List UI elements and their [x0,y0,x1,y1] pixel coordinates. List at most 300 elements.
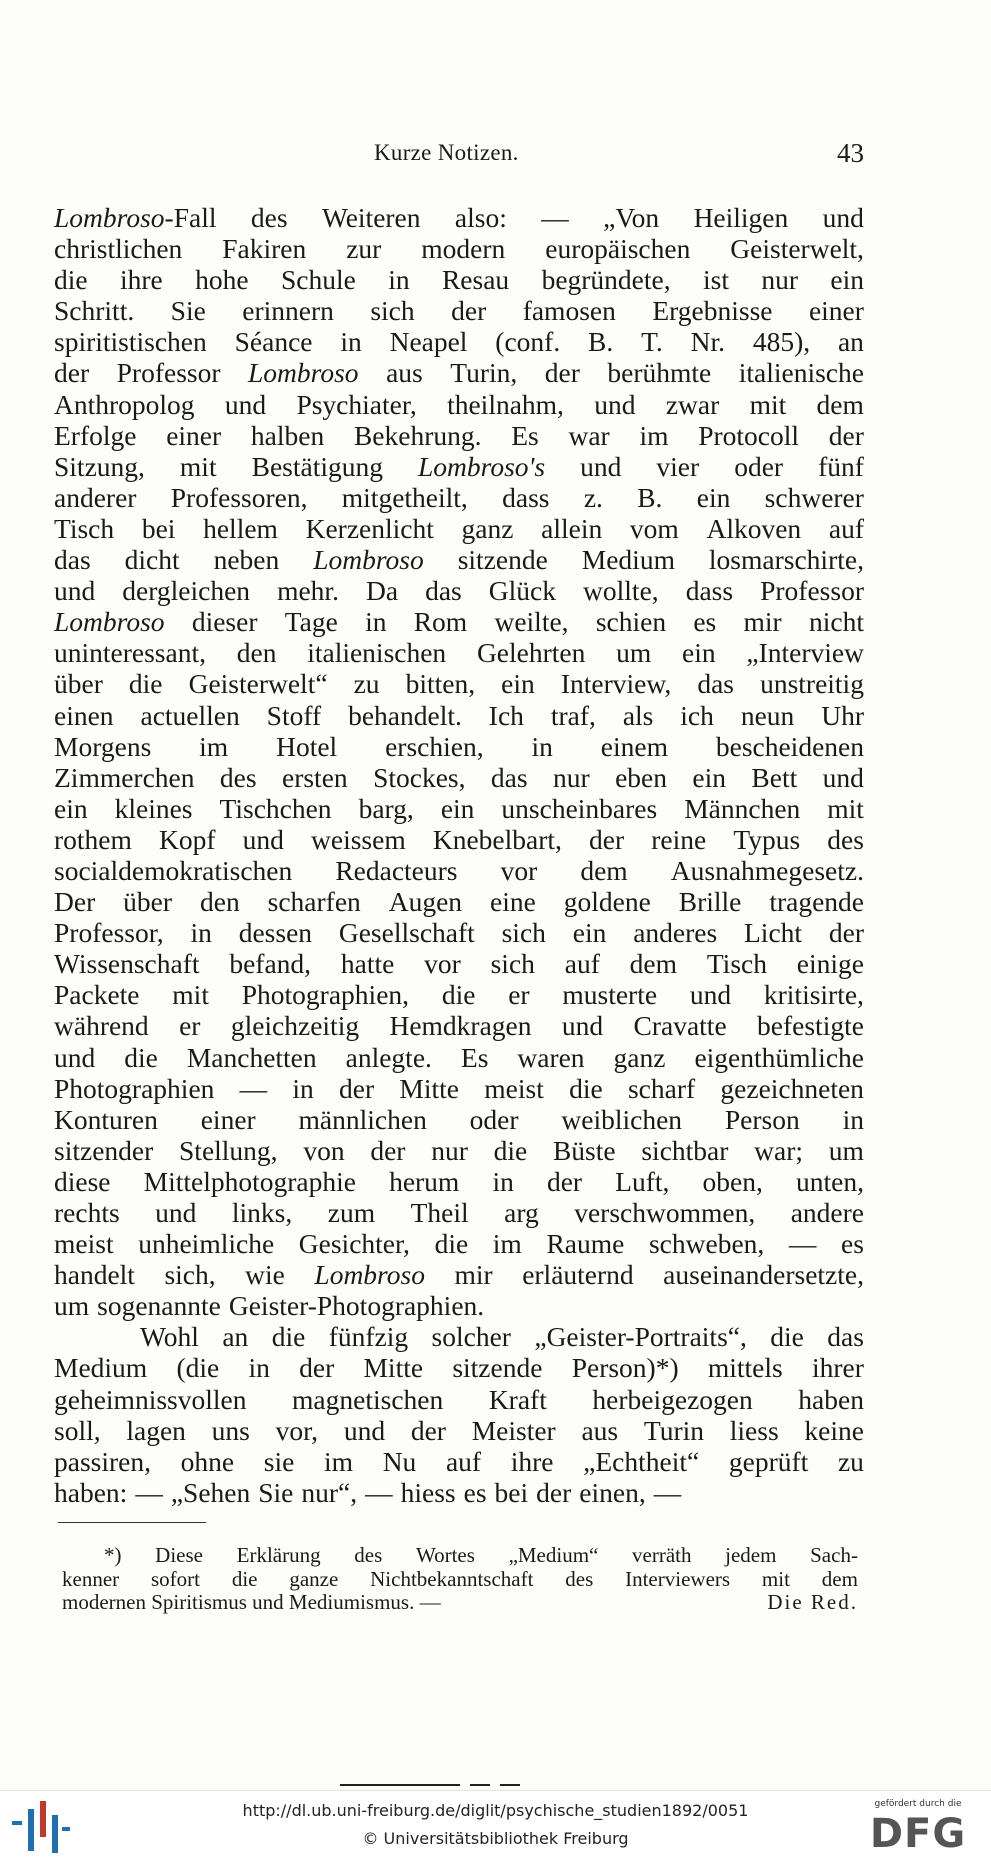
word: Lombroso [314,1259,425,1291]
word: Uhr [821,699,864,731]
word: Typus [733,823,801,855]
word: Kerzenlicht [305,512,434,544]
editor-signature: Die Red. [767,1590,858,1614]
word: Interviewers [625,1566,731,1591]
word: Es [460,1041,489,1073]
word: kenner [62,1566,120,1591]
word: — [239,1072,268,1104]
word: in [842,1103,864,1135]
word: mit [761,1566,790,1591]
word: Brille [678,886,742,918]
word: Sach- [810,1543,858,1567]
word: Tisch [706,948,767,980]
word: scharf [627,1072,696,1104]
word: wollte, [583,575,659,607]
word: Person [724,1103,800,1135]
word: sogenannte [97,1290,221,1322]
word: den [199,886,240,918]
word: oder [469,1103,519,1135]
footer-copyright: © Universitätsbibliothek Freiburg [362,1829,629,1848]
word: und [54,575,96,607]
word: meist [484,1072,544,1104]
text-line [54,1384,864,1415]
word: die [128,668,163,700]
word: Professoren, [170,481,308,513]
word: unstreitig [760,668,864,700]
word: Gesellschaft [338,917,475,949]
word: einige [796,948,864,980]
word: vor [424,948,461,980]
word: Mitte [399,1072,460,1104]
text-line [54,357,864,388]
word: und [242,823,284,855]
word: — [653,1476,682,1508]
word: Sie [258,1476,294,1508]
word: ein [54,792,88,824]
word: des [354,1543,383,1567]
word: Diese [155,1543,203,1567]
word: mittels [707,1352,783,1384]
word: Raume [546,1228,625,1260]
word: Es [511,419,539,451]
text-line [54,1259,864,1290]
text-line [54,513,864,544]
word: ganze [289,1566,339,1591]
word: herum [389,1165,460,1197]
word: des [827,823,864,855]
word: um [616,637,652,669]
word: ihre [510,1445,554,1477]
word: in [292,1072,314,1104]
word: — [365,1476,393,1508]
word: dicht [124,544,180,576]
word: uns [211,1414,250,1446]
word: sie [263,1445,295,1477]
text-line [54,979,864,1010]
word: Anthropolog [54,388,195,420]
word: Hotel [276,730,338,762]
word: und [822,761,864,793]
word: Tischchen [219,792,332,824]
word: Psychiater, [296,388,417,420]
word: links, [231,1197,293,1228]
word: sich, [164,1259,216,1291]
word: allein [541,512,603,544]
word: befestigte [757,1010,864,1042]
body-text [54,202,864,1508]
text-line [54,917,864,948]
word: vor [500,854,538,886]
word: die [493,1134,528,1166]
word: es [463,1476,487,1508]
text-line [54,1010,864,1041]
text-line [54,1415,864,1446]
word: scharfen [267,886,361,918]
text-line [54,700,864,731]
footnote-line [62,1568,858,1592]
word: „Von [603,202,660,233]
word: begründete, [541,264,671,296]
word: mit [827,792,864,824]
word: Cravatte [633,1010,727,1042]
word: dem [821,1566,858,1591]
word: vom [629,512,679,544]
word: Glück [488,575,557,607]
word: Fakiren [222,233,307,265]
word: über [54,668,103,700]
word: spiritistischen [54,326,207,358]
word: Stockes, [373,761,466,793]
word: den [236,637,277,669]
word: rothem [54,823,132,855]
word: meist [54,1228,114,1260]
word: Bett [751,761,798,793]
word: und [155,1197,197,1228]
word: ein [696,481,731,513]
word: Turin [643,1414,705,1446]
word: nur [552,761,590,793]
word: die [434,1228,469,1260]
word: einen [54,699,114,731]
word: Konturen [54,1103,158,1135]
word: z. [583,481,603,513]
word: schweben, [648,1228,765,1260]
text-line [54,295,864,326]
word: weiblichen [561,1103,683,1135]
word: die [54,264,88,296]
word: Heiligen [693,202,789,233]
word: ihre [119,264,163,296]
word: anderer [54,481,137,513]
text-line [54,948,864,979]
word: Professor, [54,917,164,949]
footer-bar [0,1790,991,1863]
word: Nr. [690,326,725,358]
word: die [569,1072,603,1104]
word: während [54,1010,149,1042]
word: erläuternd [522,1259,634,1291]
text-line [54,264,864,295]
word: ganz [613,1041,666,1073]
word: keine [804,1414,864,1446]
word: sitzende [457,544,548,576]
word: Hemdkragen [389,1010,532,1042]
word: verschwommen, [574,1197,756,1228]
word: Büste [552,1134,616,1166]
word: Nichtbekanntschaft [370,1566,534,1591]
word: befand, [229,948,312,980]
word: sich [490,948,535,980]
text-line [54,1352,864,1383]
word: soll, [54,1414,101,1446]
word: der [54,357,90,389]
word: Manchetten [186,1041,317,1073]
text-line [54,1135,864,1166]
word: Luft, [615,1165,670,1197]
word: Stoff [266,699,322,731]
word: solcher [431,1321,511,1353]
word: mit [749,388,787,420]
word: eben [615,761,667,793]
word: sich [501,917,546,949]
word: er [179,1010,201,1042]
word: ganz [461,512,514,544]
word: Tisch [54,512,115,544]
word: Schritt. [54,295,135,327]
word: Turin, [450,357,518,389]
word: dergleichen [122,575,251,607]
word: unscheinbares [501,792,658,824]
word: im [199,730,229,762]
word: gleichzeitig [230,1010,360,1042]
bottom-dashes [340,1784,590,1786]
word: oder [734,450,784,482]
footer-url[interactable]: http://dl.ub.uni-freiburg.de/diglit/psychische_studien1892/0051 [242,1801,749,1820]
footnote-rule [58,1522,206,1523]
word: mir [743,606,782,638]
word: neun [740,699,795,731]
word: ich [680,699,714,731]
word: des [219,761,257,793]
word: reine [651,823,707,855]
text-line [54,1197,864,1228]
word: einer [166,419,222,451]
word: barg, [358,792,414,824]
word: halben [250,419,325,451]
word: der [546,1165,583,1197]
word: das [425,575,462,607]
word: Augen [388,886,463,918]
word: ein [501,668,535,700]
footnote-line [62,1591,858,1615]
word: ein [572,917,607,949]
word: dessen [238,917,313,949]
word: der [299,1352,335,1384]
word: das [827,1321,864,1353]
word: jedem [725,1543,777,1567]
word: Sie [170,295,206,327]
word: handelt [54,1259,135,1291]
word: ihrer [812,1352,864,1384]
word: Wissenschaft [54,948,200,980]
word: einen, [579,1476,646,1508]
text-line [54,1290,864,1321]
word: Photographien [54,1072,215,1104]
word: auf [445,1445,482,1477]
word: sitzender [54,1134,154,1166]
word: dem [816,388,864,420]
word: Knebelbart, [432,823,562,855]
word: nur“, [301,1476,358,1508]
word: Gelehrten [476,637,586,669]
word: Gesichter, [298,1228,410,1260]
text-line [54,1042,864,1073]
word: socialdemokratischen [54,854,293,886]
word: zu [837,1445,864,1477]
word: vor, [275,1414,319,1446]
word: Wortes [415,1543,475,1567]
word: aus [386,357,423,389]
word: dem [580,854,628,886]
text-line [54,482,864,513]
word: tragende [769,886,864,918]
word: ein [440,792,475,824]
word: unten, [795,1165,864,1197]
dfg-logo-text: DFG [869,1811,967,1857]
word: mir [454,1259,493,1291]
word: in [492,1165,514,1197]
word: italienische [738,357,864,389]
word: Bestätigung [251,450,383,482]
word: christlichen [54,233,183,265]
word: bitten, [405,668,476,700]
word: geheimnissvollen [54,1383,247,1415]
word: sich [370,295,415,327]
word: der [544,357,580,389]
word: hiess [400,1476,456,1508]
word: Ich [488,699,524,731]
word: und [54,1041,96,1073]
word: actuellen [140,699,240,731]
word: — [541,202,569,233]
word: Kopf [159,823,216,855]
text-line [54,420,864,451]
word: und [822,202,864,233]
word: auf [564,948,600,980]
word: passiren, [54,1445,151,1477]
word: und [343,1414,386,1446]
word: T. [641,326,663,358]
word: Nu [382,1445,417,1477]
word: behandelt. [348,699,462,731]
word: Morgens [54,730,152,762]
word: lagen [126,1414,186,1446]
word: eine [489,886,536,918]
word: „Medium“ [508,1543,599,1567]
word: nicht [809,606,864,638]
word: verräth [632,1543,692,1567]
word: italienischen [307,637,447,669]
word: zum [327,1197,376,1228]
word: vier [656,450,700,482]
word: traf, [550,699,596,731]
text-line [54,451,864,482]
word: sitzende [452,1352,543,1384]
word: schien [595,606,667,638]
word: Alkoven [706,512,802,544]
word: weissem [311,823,406,855]
word: modern [421,233,506,265]
word: Der [54,886,96,918]
word: es [841,1228,864,1260]
word: musterte [562,979,658,1011]
word: Resau [441,264,510,296]
word: aus [581,1414,619,1446]
word: Mittelphotographie [143,1165,356,1197]
word: hatte [340,948,395,980]
word: fünf [818,450,864,482]
word: wie [245,1259,285,1291]
word: Lombroso [248,357,359,389]
word: (die [176,1352,220,1384]
word: Lombroso [313,544,424,576]
text-line [54,886,864,917]
word: auseinandersetzte, [663,1259,864,1291]
word: der [410,1414,446,1446]
word: einem [600,730,668,762]
text-line [54,668,864,699]
word: Redacteurs [335,854,458,886]
word: nur [431,1134,468,1166]
word: zwar [665,388,720,420]
word: waren [517,1041,585,1073]
word: war [568,419,610,451]
text-line [54,793,864,824]
word: Licht [744,917,803,949]
word: war; [754,1134,804,1166]
word: Tage [284,606,338,638]
text-line [54,762,864,793]
word: anlegte. [345,1041,432,1073]
word: Da [365,575,399,607]
text-line [54,326,864,357]
text-line [54,731,864,762]
text-line [54,202,864,233]
word: — [135,1476,163,1508]
word: und [224,388,267,420]
word: „Echtheit“ [583,1445,700,1477]
word: Interview, [560,668,672,700]
word: andere [790,1197,864,1228]
text-line [54,1321,864,1352]
word: „Geister-Portraits“, [534,1321,747,1353]
word: Männchen [684,792,801,824]
text-line [54,389,864,420]
word: arg [504,1197,539,1228]
dfg-caption: gefördert durch die [874,1799,962,1809]
word: Geisterwelt, [730,233,864,265]
word: Lombroso's [418,450,546,482]
word: Ergebnisse [652,295,773,327]
word: und [594,388,636,420]
word: ein [830,264,864,296]
text-line [54,1104,864,1135]
text-line [54,1446,864,1477]
word: Lombroso-Fall [54,202,217,233]
word: hellem [203,512,278,544]
word: mitgetheilt, [341,481,468,513]
footnote [62,1544,858,1615]
word: Medium [581,544,675,576]
word: auf [828,512,864,544]
word: in [248,1352,270,1384]
word: ein [692,761,726,793]
word: theilnahm, [447,388,564,420]
word: Medium [54,1352,148,1384]
page-number: 43 [837,138,864,168]
word: haben [798,1383,864,1415]
word: oben, [702,1165,763,1197]
word: über [123,886,173,918]
word: es [693,606,717,638]
word: liess [729,1414,779,1446]
word: kleines [114,792,193,824]
word: rechts [54,1197,120,1228]
word: kritisirte, [763,979,864,1011]
word: Stellung, [179,1134,278,1166]
word: ohne [180,1445,235,1477]
text-line [54,233,864,264]
